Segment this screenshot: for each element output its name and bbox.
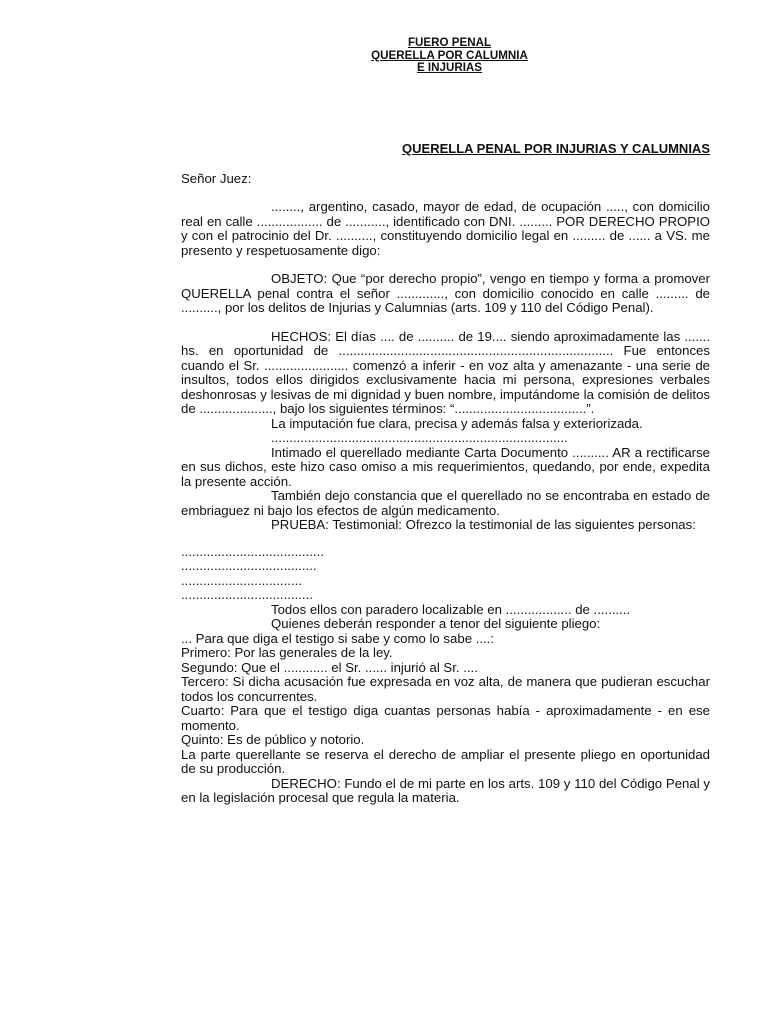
question-tercero: Tercero: Si dicha acusación fue expresada en voz alta, de manera que pudieran escuchar todos los concurrentes. [181, 674, 710, 704]
header-line-2: QUERELLA POR CALUMNIA [371, 48, 528, 62]
derecho-paragraph: DERECHO: Fundo el de mi parte en los arts. 109 y 110 del Código Penal y en la legislación procesal que regula la materia. [181, 775, 710, 805]
dots-line: ................................................................................. [271, 431, 568, 445]
witness-line-3: ................................. [181, 573, 302, 588]
header-line-1: FUERO PENAL [407, 36, 492, 49]
intro-paragraph: ........, argentino, casado, mayor de edad, de ocupación ....., con domicilio real en calle .................. de ..........., identificado con DNI. ......... POR DERECHO PROPIO y con el patrocinio del Dr. .........., constituyendo domicilio legal en ......... de ...... a VS. me presento y respetuosamente digo: [181, 199, 710, 258]
question-primero: Primero: Por las generales de la ley. [181, 645, 393, 660]
question-quinto: Quinto: Es de público y notorio. [181, 732, 365, 747]
salutation: Señor Juez: [181, 170, 252, 186]
intimado-paragraph: Intimado el querellado mediante Carta Documento .......... AR a rectificarse en sus dichos, este hizo caso omiso a mis requerimientos, quedando, por ende, expedita la presente acción. [181, 444, 710, 489]
witness-line-1: ....................................... [181, 544, 324, 559]
pliego-paragraph: Quienes deberán responder a tenor del siguiente pliego: [271, 616, 601, 631]
reserva-paragraph: La parte querellante se reserva el derecho de ampliar el presente pliego en oportunidad de su producción. [181, 746, 710, 776]
constancia-paragraph: También dejo constancia que el querellado no se encontraba en estado de embriaguez ni bajo los efectos de algún medicamento. [181, 488, 710, 518]
imputacion-paragraph: La imputación fue clara, precisa y además falsa y exteriorizada. [271, 415, 643, 431]
question-segundo: Segundo: Que el ............ el Sr. ...... injurió al Sr. .... [181, 659, 478, 675]
objeto-paragraph: OBJETO: Que “por derecho propio”, vengo en tiempo y forma a promover QUERELLA penal contra el señor ............., con domicilio conocido en calle ......... de .........., por los delitos de Injurias y Calumnias (arts. 109 y 110 del Código Penal). [181, 271, 710, 315]
header-line-3: E INJURIAS [416, 61, 483, 74]
document-body [181, 37, 710, 806]
prueba-paragraph: PRUEBA: Testimonial: Ofrezco la testimonial de las siguientes personas: [271, 517, 696, 532]
witness-line-4: .................................... [181, 588, 313, 602]
question-intro: ... Para que diga el testigo si sabe y como lo sabe ....: [181, 630, 495, 646]
document-title: QUERELLA PENAL POR INJURIAS Y CALUMNIAS [402, 140, 710, 156]
question-cuarto: Cuarto: Para que el testigo diga cuantas personas había - aproximadamente - en ese momento. [181, 703, 710, 733]
hechos-paragraph: HECHOS: El días .... de .......... de 19.... siendo aproximadamente las ....... hs. en oportunidad de ........................................................................... Fue entonces cuando el Sr. ....................... comenzó a inferir - en voz alta y amenazante - una serie de insultos, todos ellos dirigidos exclusivamente hacia mi persona, expresiones verbales deshonrosas y lesivas de mi dignidad y buen nombre, imputándome la comisión de delitos de ...................., bajo los siguientes términos: “....................................”. [181, 328, 710, 416]
witness-line-2: ..................................... [181, 559, 317, 573]
paradero-paragraph: Todos ellos con paradero localizable en .................. de .......... [271, 601, 631, 617]
